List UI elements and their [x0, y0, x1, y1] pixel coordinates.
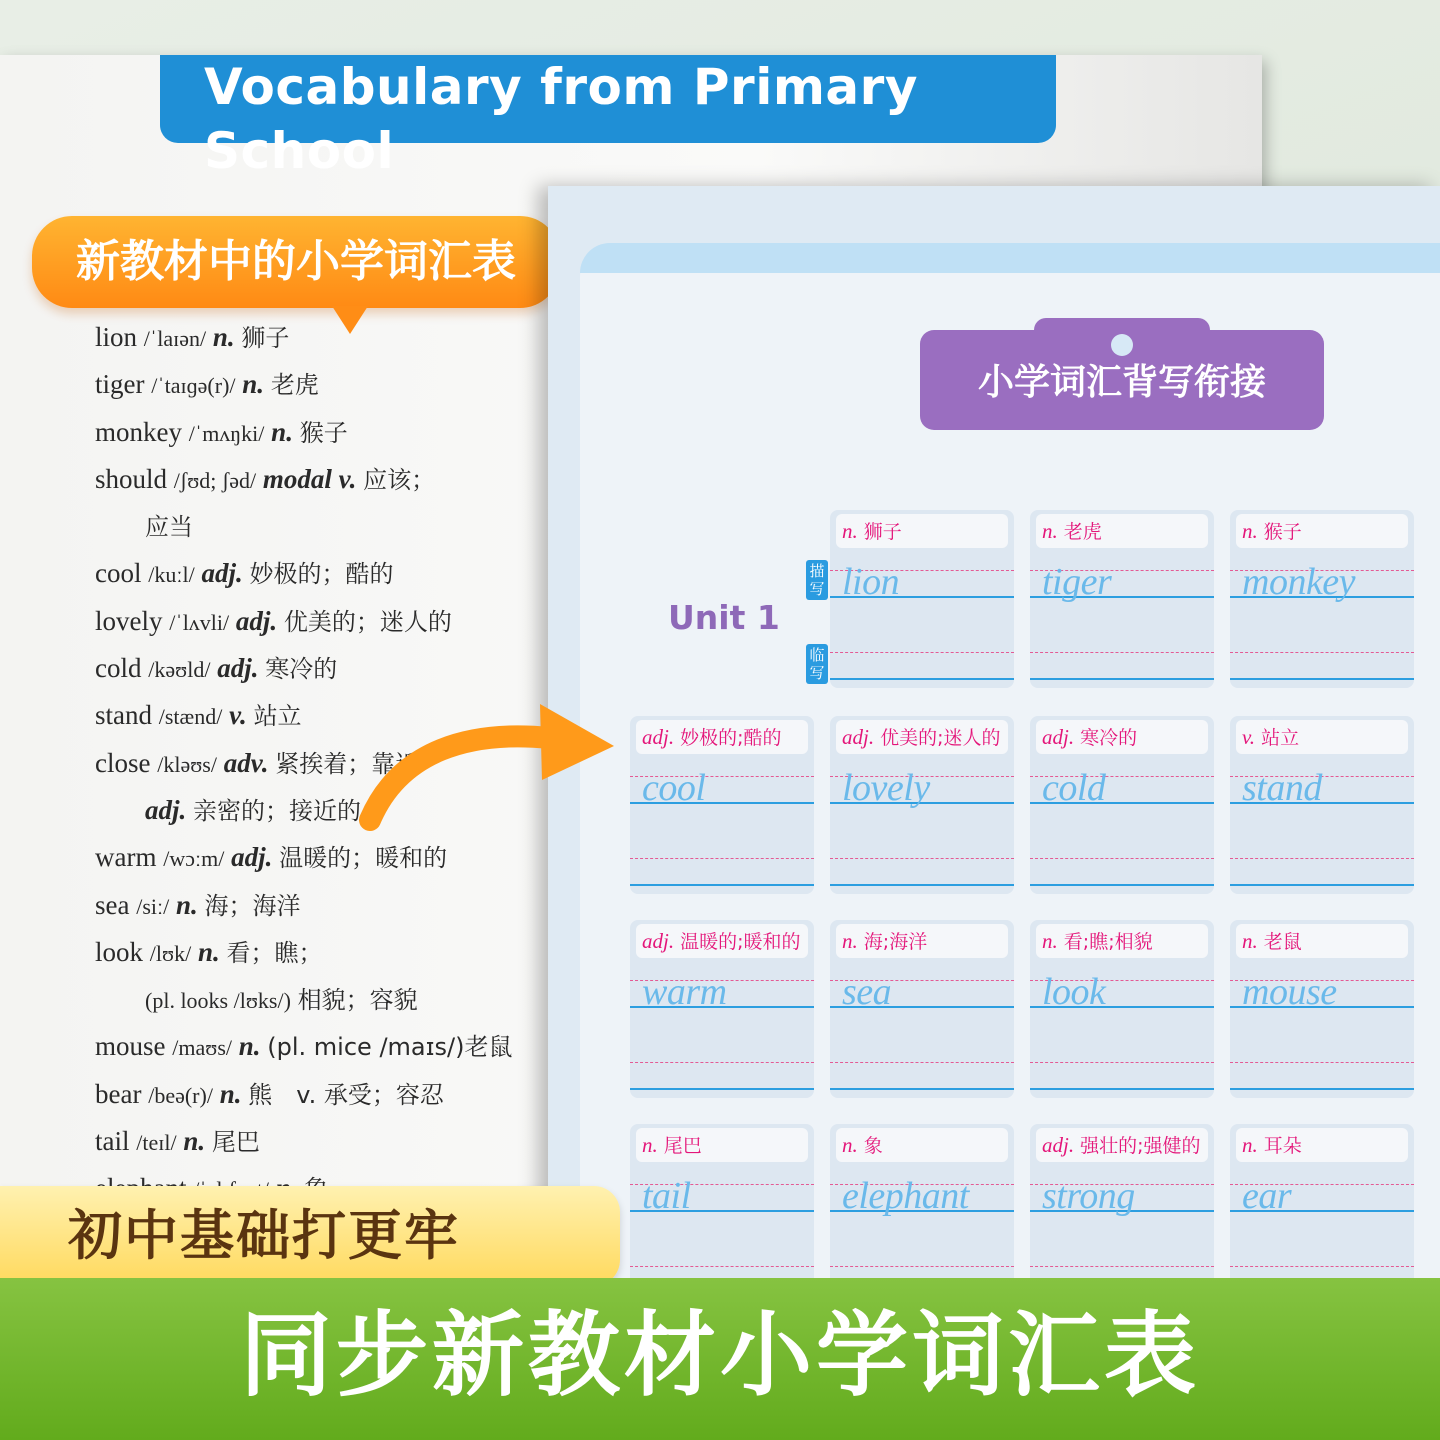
- vocab-meaning: 紧挨着；靠近: [275, 749, 420, 778]
- card-trace-word: strong: [1042, 1175, 1135, 1217]
- card-pos: n.: [1242, 929, 1258, 953]
- vocab-phonetic: /kuːl/: [148, 562, 195, 588]
- vocab-phonetic: /lʊk/: [149, 940, 192, 966]
- card-trace-word: monkey: [1242, 561, 1356, 603]
- card-trace-word: elephant: [842, 1175, 969, 1217]
- vocab-meaning: 狮子: [241, 324, 290, 352]
- card-pos: adj.: [642, 725, 675, 749]
- vocab-entry: [95, 361, 555, 408]
- card-meaning-label: [636, 1128, 808, 1162]
- vocab-entry: [95, 550, 555, 597]
- vocab-word: cool: [95, 558, 142, 589]
- vocab-part-of-speech: n.: [197, 936, 220, 967]
- vocab-meaning: 老虎: [270, 371, 319, 400]
- vocab-part-of-speech: n.: [183, 1126, 206, 1157]
- vocab-phonetic: /ˈlʌvli/: [169, 609, 230, 635]
- guide-base-line[interactable]: [1230, 678, 1414, 680]
- vocab-part-of-speech: adj.: [145, 794, 187, 825]
- vocab-word: close: [95, 747, 151, 778]
- page-title-bar: Vocabulary from Primary School: [160, 55, 1056, 143]
- guide-dashed-line: [830, 858, 1014, 859]
- curved-arrow-icon: [360, 690, 620, 830]
- card-trace-word: look: [1042, 971, 1106, 1013]
- guide-base-line[interactable]: [830, 1088, 1014, 1090]
- word-card[interactable]: [1230, 920, 1414, 1098]
- vocab-part-of-speech: modal v.: [262, 463, 357, 494]
- word-card[interactable]: [1230, 1124, 1414, 1302]
- guide-dashed-line: [830, 1062, 1014, 1063]
- card-trace-word: stand: [1242, 767, 1322, 809]
- card-meaning-label: [836, 1128, 1008, 1162]
- card-meaning-label: [836, 514, 1008, 548]
- word-card[interactable]: [630, 716, 814, 894]
- guide-dashed-line: [1230, 652, 1414, 653]
- word-card[interactable]: [830, 920, 1014, 1098]
- card-meaning: 妙极的;酷的: [680, 727, 782, 749]
- card-meaning: 看;瞧;相貌: [1063, 931, 1153, 953]
- word-card[interactable]: [1230, 716, 1414, 894]
- guide-base-line[interactable]: [1030, 884, 1214, 886]
- vocab-phonetic: /ˈmʌŋki/: [188, 420, 265, 446]
- vocab-phonetic: (pl. looks /lʊks/): [145, 988, 291, 1014]
- card-pos: n.: [1042, 929, 1058, 953]
- guide-dashed-line: [1230, 1062, 1414, 1063]
- vocab-meaning: 亲密的；接近的: [193, 796, 362, 825]
- vocab-phonetic: /beə(r)/: [148, 1082, 213, 1108]
- vocab-meaning: 熊 v. 承受；容忍: [248, 1080, 444, 1109]
- vocab-phonetic: /maʊs/: [172, 1035, 232, 1061]
- yellow-slogan-banner: 初中基础打更牢: [0, 1186, 620, 1286]
- vocab-part-of-speech: n.: [219, 1078, 242, 1109]
- unit-label: Unit 1: [668, 598, 780, 637]
- guide-dashed-line: [630, 858, 814, 859]
- vocab-word: tail: [95, 1126, 130, 1157]
- card-meaning: 老虎: [1063, 521, 1102, 543]
- vocab-part-of-speech: n.: [238, 1031, 261, 1062]
- vocab-part-of-speech: v.: [229, 700, 247, 731]
- vocab-part-of-speech: n.: [212, 322, 235, 352]
- green-headline-banner: 同步新教材小学词汇表: [0, 1278, 1440, 1440]
- vocab-word: stand: [95, 700, 152, 731]
- vocab-meaning: 相貌；容貌: [297, 986, 418, 1015]
- vocab-word: should: [95, 463, 168, 494]
- word-card[interactable]: [1030, 1124, 1214, 1302]
- vocab-meaning: 寒冷的: [265, 655, 338, 684]
- guide-base-line[interactable]: [830, 884, 1014, 886]
- card-pos: adj.: [1042, 1133, 1075, 1157]
- vocab-part-of-speech: adv.: [223, 747, 269, 778]
- guide-base-line[interactable]: [1030, 1088, 1214, 1090]
- vocab-word: sea: [95, 889, 130, 920]
- vocab-part-of-speech: adj.: [235, 605, 278, 636]
- vocab-phonetic: /kəʊld/: [148, 657, 211, 683]
- vocab-meaning: 妙极的；酷的: [249, 560, 394, 589]
- card-meaning: 强壮的;强健的: [1080, 1135, 1201, 1157]
- vocab-word: mouse: [95, 1031, 166, 1062]
- card-meaning: 狮子: [863, 521, 902, 543]
- card-trace-word: ear: [1242, 1175, 1292, 1217]
- guide-base-line[interactable]: [630, 884, 814, 886]
- vocab-word: warm: [95, 842, 157, 873]
- vocab-word: lovely: [95, 605, 163, 636]
- vocab-entry: [95, 503, 555, 550]
- vocab-meaning: 温暖的；暖和的: [279, 844, 448, 873]
- card-trace-word: sea: [842, 971, 892, 1013]
- word-card[interactable]: [1030, 510, 1214, 688]
- vocab-phonetic: /ˈlaɪən/: [143, 326, 207, 351]
- card-pos: adj.: [642, 929, 675, 953]
- vocab-phonetic: /teɪl/: [136, 1130, 177, 1156]
- vocab-meaning: 应当: [145, 513, 193, 542]
- vocab-word: bear: [95, 1078, 142, 1109]
- card-pos: adj.: [842, 725, 875, 749]
- vocab-meaning: 优美的；迷人的: [283, 607, 452, 636]
- vocab-entry: [95, 929, 555, 976]
- card-trace-word: cold: [1042, 767, 1106, 809]
- card-meaning: 猴子: [1263, 521, 1302, 543]
- card-pos: adj.: [1042, 725, 1075, 749]
- vocab-entry: [95, 456, 555, 503]
- guide-dashed-line: [1030, 1062, 1214, 1063]
- card-meaning-label: [1036, 924, 1208, 958]
- word-card[interactable]: [1230, 510, 1414, 688]
- vocab-word: monkey: [95, 416, 182, 447]
- card-trace-word: lion: [842, 561, 900, 603]
- card-meaning: 尾巴: [663, 1135, 702, 1157]
- card-meaning-label: [836, 720, 1008, 754]
- card-meaning-label: [1236, 720, 1408, 754]
- vocab-entry: [95, 1071, 555, 1118]
- card-meaning: 优美的;迷人的: [880, 727, 1001, 749]
- copy-tag: 临写: [806, 644, 828, 684]
- vocab-phonetic: /wɔːm/: [163, 846, 225, 872]
- card-meaning-label: [1036, 720, 1208, 754]
- card-pos: n.: [1042, 519, 1058, 543]
- card-meaning-label: [1036, 1128, 1208, 1162]
- vocab-meaning: 看；瞧；: [226, 938, 323, 967]
- vocab-part-of-speech: adj.: [217, 653, 259, 684]
- card-pos: n.: [842, 929, 858, 953]
- guide-dashed-line: [630, 1266, 814, 1267]
- card-pos: n.: [1242, 519, 1258, 543]
- word-card[interactable]: [630, 1124, 814, 1302]
- word-card[interactable]: [1030, 716, 1214, 894]
- card-trace-word: lovely: [842, 767, 930, 809]
- guide-dashed-line: [830, 1266, 1014, 1267]
- card-pos: n.: [842, 519, 858, 543]
- word-card[interactable]: [830, 1124, 1014, 1302]
- guide-dashed-line: [630, 1062, 814, 1063]
- vocab-entry: [95, 976, 555, 1023]
- word-card[interactable]: [1030, 920, 1214, 1098]
- card-trace-word: cool: [642, 767, 706, 809]
- card-meaning: 站立: [1261, 727, 1300, 749]
- vocab-meaning: 应该；: [363, 465, 436, 494]
- guide-dashed-line: [1230, 1266, 1414, 1267]
- card-trace-word: warm: [642, 971, 727, 1013]
- vocab-phonetic: /ˈtaɪɡə(r)/: [151, 373, 236, 399]
- guide-dashed-line: [830, 652, 1014, 653]
- card-pos: v.: [1242, 725, 1256, 749]
- card-meaning-label: [636, 720, 808, 754]
- word-card[interactable]: [830, 716, 1014, 894]
- vocab-entry: [95, 409, 555, 456]
- card-meaning: 老鼠: [1263, 931, 1302, 953]
- guide-base-line[interactable]: [1230, 884, 1414, 886]
- card-meaning-label: [1236, 514, 1408, 548]
- vocab-phonetic: /stænd/: [158, 704, 223, 730]
- vocab-entry: [95, 834, 555, 881]
- orange-callout-tag: 新教材中的小学词汇表: [32, 216, 560, 308]
- vocab-phonetic: /siː/: [136, 893, 170, 919]
- guide-dashed-line: [1030, 1266, 1214, 1267]
- guide-dashed-line: [1030, 652, 1214, 653]
- card-trace-word: tail: [642, 1175, 691, 1217]
- vocab-meaning: 尾巴: [211, 1128, 260, 1157]
- vocab-meaning: 站立: [253, 702, 302, 731]
- vocab-part-of-speech: adj.: [201, 558, 243, 589]
- workbook-top-band: [580, 243, 1440, 273]
- guide-base-line[interactable]: [830, 678, 1014, 680]
- vocab-part-of-speech: n.: [271, 416, 293, 447]
- word-card[interactable]: [630, 920, 814, 1098]
- guide-dashed-line: [1230, 858, 1414, 859]
- vocab-word: tiger: [95, 369, 145, 400]
- card-meaning-label: [1236, 1128, 1408, 1162]
- word-card[interactable]: [830, 510, 1014, 688]
- vocab-phonetic: /ʃʊd; ʃəd/: [173, 467, 257, 493]
- card-pos: n.: [642, 1133, 658, 1157]
- vocab-part-of-speech: n.: [176, 889, 198, 920]
- card-meaning: 寒冷的: [1080, 727, 1138, 749]
- trace-tag: 描写: [806, 560, 828, 600]
- guide-base-line[interactable]: [1030, 678, 1214, 680]
- card-meaning-label: [1236, 924, 1408, 958]
- card-trace-word: mouse: [1242, 971, 1337, 1013]
- card-trace-word: tiger: [1042, 561, 1112, 603]
- vocab-entry: [95, 882, 555, 929]
- vocab-word: look: [95, 936, 144, 967]
- vocab-entry: [95, 314, 555, 361]
- vocab-meaning: 猴子: [299, 418, 348, 447]
- guide-base-line[interactable]: [630, 1088, 814, 1090]
- workbook-title: 小学词汇背写衔接: [920, 330, 1324, 430]
- card-meaning: 海;海洋: [863, 931, 928, 953]
- title-dot-icon: [1111, 334, 1133, 356]
- vocab-entry: [95, 598, 555, 645]
- vocab-entry: [95, 1023, 555, 1070]
- card-meaning: 温暖的;暖和的: [680, 931, 801, 953]
- card-meaning: 耳朵: [1263, 1135, 1302, 1157]
- vocab-meaning: (pl. mice /maɪs/)老鼠: [267, 1033, 513, 1062]
- vocab-entry: [95, 1118, 555, 1165]
- card-pos: n.: [1242, 1133, 1258, 1157]
- vocab-entry: [95, 645, 555, 692]
- vocab-part-of-speech: adj.: [231, 842, 273, 873]
- vocab-meaning: 海；海洋: [204, 891, 301, 920]
- card-pos: n.: [842, 1133, 858, 1157]
- card-meaning: 象: [863, 1135, 883, 1157]
- vocab-word: cold: [95, 653, 142, 684]
- card-meaning-label: [1036, 514, 1208, 548]
- card-meaning-label: [836, 924, 1008, 958]
- vocab-part-of-speech: n.: [242, 369, 265, 400]
- vocab-phonetic: /kləʊs/: [157, 751, 217, 777]
- guide-dashed-line: [1030, 858, 1214, 859]
- card-meaning-label: [636, 924, 808, 958]
- vocab-word: lion: [95, 322, 138, 352]
- guide-base-line[interactable]: [1230, 1088, 1414, 1090]
